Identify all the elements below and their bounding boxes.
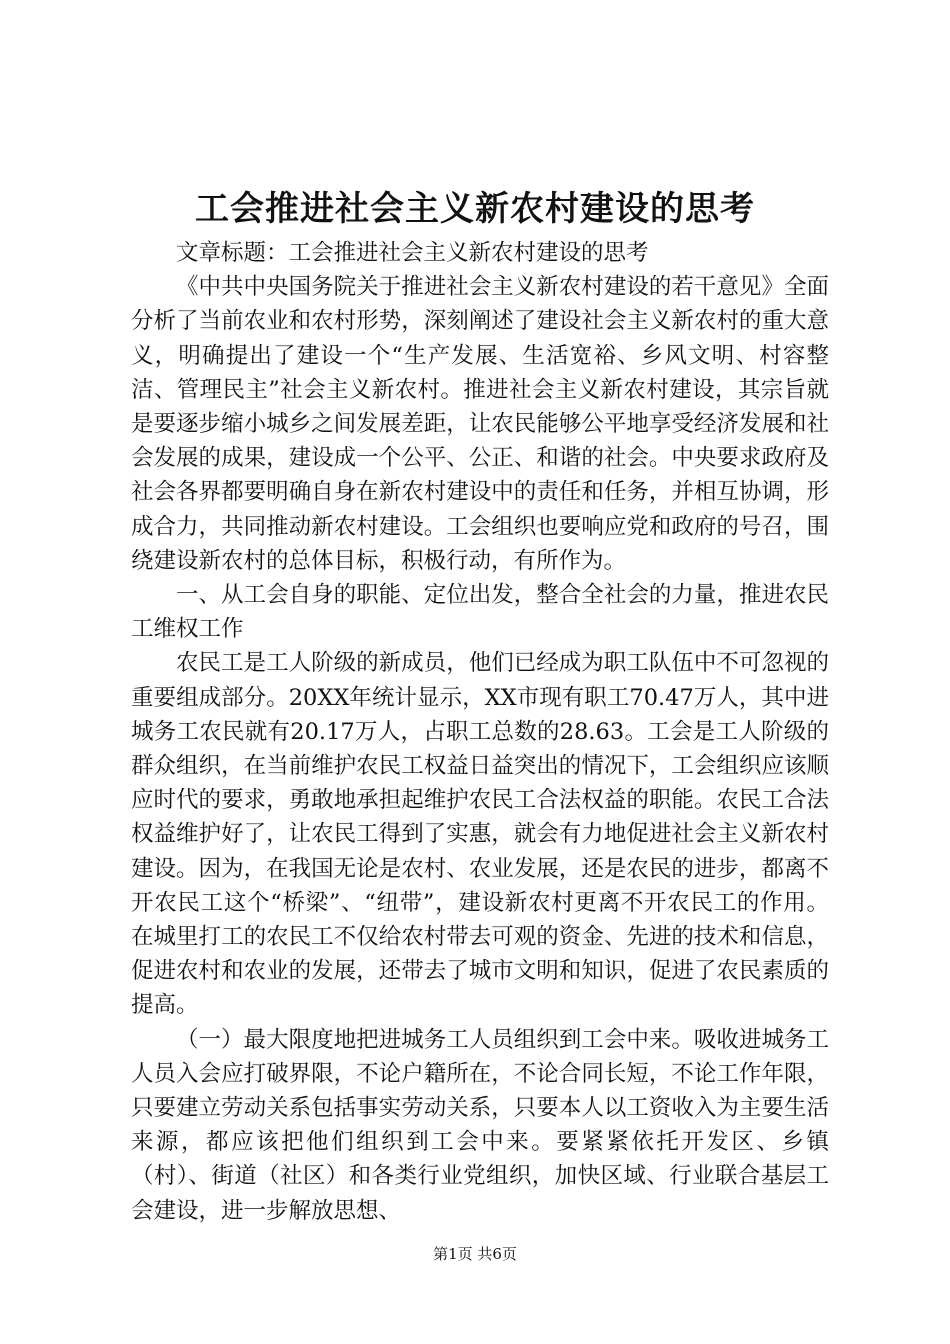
paragraph-migrant-workers: 农民工是工人阶级的新成员，他们已经成为职工队伍中不可忽视的重要组成部分。20XX年统计显示，XX市现有职工70.47万人，其中进城务工农民就有20.17万人，占职工总数的28.63。工会是工人阶级的群众组织，在当前维护农民工权益日益突出的情况下，工会组织应该顺应时代的要求，勇敢地承担起维护农民工合法权益的职能。农民工合法权益维护好了，让农民工得到了实惠，就会有力地促进社会主义新农村建设。因为，在我国无论是农村、农业发展，还是农民的进步，都离不开农民工这个“桥梁”、“纽带”，建设新农村更离不开农民工的作用。在城里打工的农民工不仅给农村带去可观的资金、先进的技术和信息，促进农村和农业的发展，还带去了城市文明和知识，促进了农民素质的提高。 <box>131 650 829 1019</box>
paragraph-intro: 《中共中央国务院关于推进社会主义新农村建设的若干意见》全面分析了当前农业和农村形势，深刻阐述了建设社会主义新农村的重大意义，明确提出了建设一个“生产发展、生活宽裕、乡风文明、村容整洁、管理民主”社会主义新农村。推进社会主义新农村建设，其宗旨就是要逐步缩小城乡之间发展差距，让农民能够公平地享受经济发展和社会发展的成果，建设成一个公平、公正、和谐的社会。中央要求政府及社会各界都要明确自身在新农村建设中的责任和任务，并相互协调，形成合力，共同推动新农村建设。工会组织也要响应党和政府的号召，围绕建设新农村的总体目标，积极行动，有所作为。 <box>131 274 829 574</box>
document-body <box>131 236 829 1228</box>
document-title: 工会推进社会主义新农村建设的思考 <box>195 189 755 229</box>
paragraph-article-title: 文章标题：工会推进社会主义新农村建设的思考 <box>176 240 649 266</box>
page-number-footer: 第1页 共6页 <box>433 1245 517 1263</box>
section-heading-1: 一、从工会自身的职能、定位出发，整合全社会的力量，推进农民工维权工作 <box>131 582 829 643</box>
paragraph-subsection-1: （一）最大限度地把进城务工人员组织到工会中来。吸收进城务工人员入会应打破界限，不论户籍所在，不论合同长短，不论工作年限，只要建立劳动关系包括事实劳动关系，只要本人以工资收入为主要生活来源，都应该把他们组织到工会中来。要紧紧依托开发区、乡镇（村）、街道（社区）和各类行业党组织，加快区域、行业联合基层工会建设，进一步解放思想、 <box>131 1026 829 1224</box>
